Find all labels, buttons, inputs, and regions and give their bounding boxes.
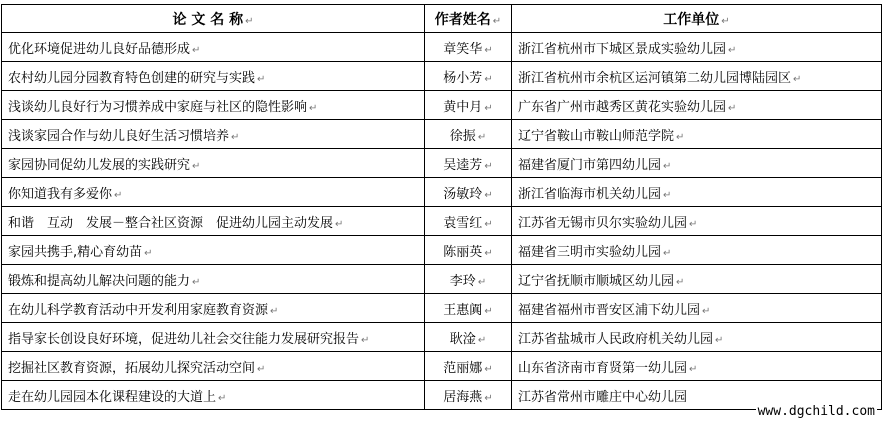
work-unit-cell: 福建省福州市晋安区浦下幼儿园 ↵ [512,294,882,323]
paper-list-table [1,4,882,410]
work-unit-cell-text: 广东省广州市越秀区黄花实验幼儿园 [518,99,727,115]
table-row [2,178,882,207]
work-unit-cell: 浙江省杭州市余杭区运河镇第二幼儿园博陆园区 ↵ [512,62,882,91]
table-row [2,120,882,149]
paper-title-cell: 家园协同促幼儿发展的实践研究 ↵ [2,149,425,178]
paper-title-cell: 锻炼和提高幼儿解决问题的能力 ↵ [2,265,425,294]
work-unit-cell-text: 江苏省常州市雕庄中心幼儿园 [518,389,688,405]
paper-title-cell: 在幼儿科学教育活动中开发利用家庭教育资源 ↵ [2,294,425,323]
paper-title-cell: 浅谈家园合作与幼儿良好生活习惯培养 ↵ [2,120,425,149]
work-unit-cell: 辽宁省鞍山市鞍山师范学院 ↵ [512,120,882,149]
paper-title-cell: 农村幼儿园分园教育特色创建的研究与实践 ↵ [2,62,425,91]
author-name-cell-text: 耿淦 [449,331,476,347]
paper-title-cell-text: 家园共携手,精心育幼苗 [8,244,143,260]
work-unit-cell-text: 浙江省临海市机关幼儿园 [518,186,662,202]
work-unit-cell-text: 福建省福州市晋安区浦下幼儿园 [518,302,701,318]
work-unit-cell-text: 江苏省盐城市人民政府机关幼儿园 [518,331,714,347]
paper-title-cell-text: 和谐 互动 发展－整合社区资源 促进幼儿园主动发展 [8,215,334,231]
work-unit-cell: 江苏省盐城市人民政府机关幼儿园 ↵ [512,323,882,352]
author-name-cell-text: 范丽娜 [443,360,483,376]
author-name-cell-text: 汤敏玲 [443,186,483,202]
work-unit-cell: 浙江省杭州市下城区景成实验幼儿园 ↵ [512,33,882,62]
author-name-cell-text: 吴逵芳 [443,157,483,173]
work-unit-cell: 广东省广州市越秀区黄花实验幼儿园 ↵ [512,91,882,120]
paper-title-cell-text: 家园协同促幼儿发展的实践研究 [8,157,191,173]
paper-title-cell: 指导家长创设良好环境，促进幼儿社会交往能力发展研究报告 ↵ [2,323,425,352]
table-row [2,207,882,236]
work-unit-cell: 江苏省无锡市贝尔实验幼儿园 ↵ [512,207,882,236]
paper-title-cell: 和谐 互动 发展－整合社区资源 促进幼儿园主动发展 ↵ [2,207,425,236]
work-unit-cell-text: 福建省厦门市第四幼儿园 [518,157,662,173]
paper-title-cell-text: 在幼儿科学教育活动中开发利用家庭教育资源 [8,302,269,318]
author-name-cell: 章笑华 ↵ [425,33,512,62]
table-row [2,62,882,91]
work-unit-cell-text: 浙江省杭州市下城区景成实验幼儿园 [518,41,727,57]
author-name-cell: 耿淦 ↵ [425,323,512,352]
author-name-cell: 徐振 ↵ [425,120,512,149]
work-unit-cell-text: 江苏省无锡市贝尔实验幼儿园 [518,215,688,231]
paper-title-cell: 浅谈幼儿良好行为习惯养成中家庭与社区的隐性影响 ↵ [2,91,425,120]
work-unit-cell-text: 浙江省杭州市余杭区运河镇第二幼儿园博陆园区 [518,70,792,86]
table-row [2,323,882,352]
paper-title-cell-text: 农村幼儿园分园教育特色创建的研究与实践 [8,70,256,86]
table-row [2,91,882,120]
work-unit-cell-text: 辽宁省抚顺市顺城区幼儿园 [518,273,675,289]
author-name-cell: 吴逵芳 ↵ [425,149,512,178]
author-name-cell: 黄中月 ↵ [425,91,512,120]
author-name-cell-text: 杨小芳 [443,70,483,86]
paper-title-cell: 家园共携手,精心育幼苗 ↵ [2,236,425,265]
header-author: 作者姓名 ↵ [425,5,512,33]
paper-title-cell: 你知道我有多爱你 ↵ [2,178,425,207]
work-unit-cell: 辽宁省抚顺市顺城区幼儿园 ↵ [512,265,882,294]
work-unit-cell: 福建省三明市实验幼儿园 ↵ [512,236,882,265]
table-row [2,33,882,62]
paper-title-cell-text: 挖掘社区教育资源，拓展幼儿探究活动空间 [8,360,256,376]
author-name-cell-text: 袁雪红 [443,215,483,231]
paper-title-cell-text: 你知道我有多爱你 [8,186,113,202]
author-name-cell: 范丽娜 ↵ [425,352,512,381]
author-name-cell-text: 黄中月 [443,99,483,115]
author-name-cell-text: 居海燕 [443,389,483,405]
table-row [2,236,882,265]
paper-title-cell-text: 浅谈幼儿良好行为习惯养成中家庭与社区的隐性影响 [8,99,308,115]
author-name-cell: 杨小芳 ↵ [425,62,512,91]
paper-title-cell-text: 指导家长创设良好环境，促进幼儿社会交往能力发展研究报告 [8,331,360,347]
author-name-cell-text: 李玲 [449,273,476,289]
work-unit-cell-text: 山东省济南市育贤第一幼儿园 [518,360,688,376]
table-row [2,149,882,178]
paper-title-cell: 挖掘社区教育资源，拓展幼儿探究活动空间 ↵ [2,352,425,381]
table-row [2,352,882,381]
header-unit: 工作单位 ↵ [512,5,882,33]
paper-title-cell-text: 走在幼儿园园本化课程建设的大道上 [8,389,217,405]
author-name-cell: 袁雪红 ↵ [425,207,512,236]
paper-title-cell-text: 锻炼和提高幼儿解决问题的能力 [8,273,191,289]
paper-title-cell: 走在幼儿园园本化课程建设的大道上 ↵ [2,381,425,410]
author-name-cell-text: 徐振 [449,128,476,144]
work-unit-cell: 浙江省临海市机关幼儿园 ↵ [512,178,882,207]
watermark: www.dgchild.com [757,404,875,419]
author-name-cell-text: 王惠阗 [443,302,483,318]
paper-title-cell: 优化环境促进幼儿良好品德形成 ↵ [2,33,425,62]
author-name-cell-text: 陈丽英 [443,244,483,260]
author-name-cell: 居海燕 ↵ [425,381,512,410]
author-name-cell: 汤敏玲 ↵ [425,178,512,207]
work-unit-cell-text: 辽宁省鞍山市鞍山师范学院 [518,128,675,144]
work-unit-cell-text: 福建省三明市实验幼儿园 [518,244,662,260]
author-name-cell: 陈丽英 ↵ [425,236,512,265]
table-row [2,294,882,323]
paper-title-cell-text: 浅谈家园合作与幼儿良好生活习惯培养 [8,128,230,144]
paper-title-cell-text: 优化环境促进幼儿良好品德形成 [8,41,191,57]
work-unit-cell: 福建省厦门市第四幼儿园 ↵ [512,149,882,178]
table-row [2,381,882,410]
author-name-cell: 王惠阗 ↵ [425,294,512,323]
author-name-cell-text: 章笑华 [443,41,483,57]
author-name-cell: 李玲 ↵ [425,265,512,294]
table-row [2,265,882,294]
work-unit-cell: 山东省济南市育贤第一幼儿园 ↵ [512,352,882,381]
table-header-row [2,5,882,33]
header-title: 论 文 名 称 ↵ [2,5,425,33]
